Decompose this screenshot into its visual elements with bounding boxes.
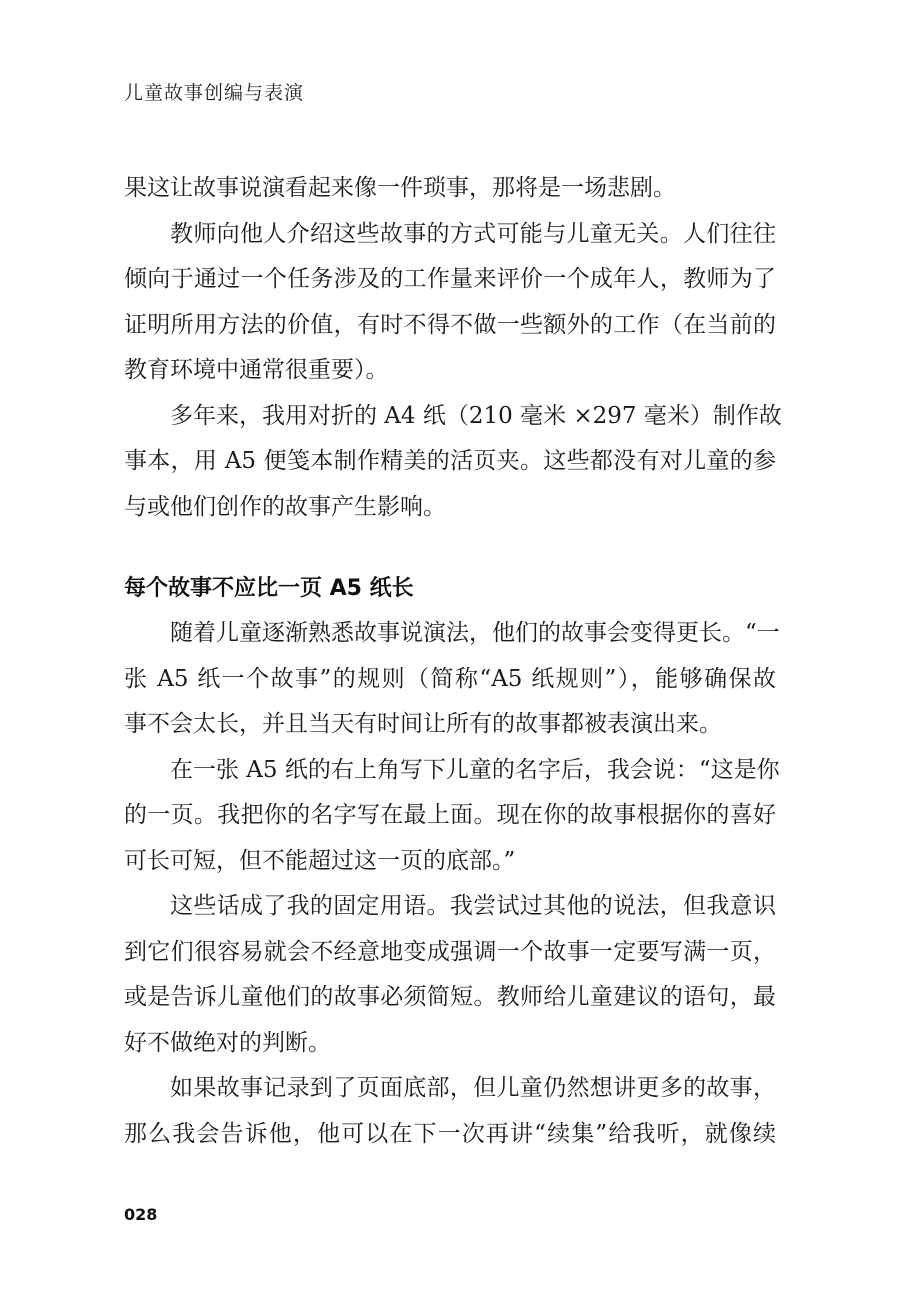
text-line: 张 A5 纸一个故事”的规则（简称“A5 纸规则”），能够确保故 (124, 665, 776, 692)
text-line: 果这让故事说演看起来像一件琐事，那将是一场悲剧。 (124, 175, 676, 201)
text-line: 证明所用方法的价值，有时不得不做一些额外的工作（在当前的 (124, 311, 776, 338)
text-line: 如果故事记录到了页面底部，但儿童仍然想讲更多的故事， (170, 1075, 776, 1101)
text-line: 教师向他人介绍这些故事的方式可能与儿童无关。人们往往 (170, 220, 776, 247)
text-line: 随着儿童逐渐熟悉故事说演法，他们的故事会变得更长。“一 (170, 620, 780, 646)
text-line: 那么我会告诉他，他可以在下一次再讲“续集”给我听，就像续 (124, 1120, 776, 1147)
text-line: 的一页。我把你的名字写在最上面。现在你的故事根据你的喜好 (124, 802, 776, 828)
page-number: 028 (124, 1205, 158, 1224)
text-line: 倾向于通过一个任务涉及的工作量来评价一个成年人，教师为了 (124, 266, 776, 292)
section-heading: 每个故事不应比一页 A5 纸长 (124, 576, 414, 601)
text-line: 事不会太长，并且当天有时间让所有的故事都被表演出来。 (124, 711, 722, 737)
text-line: 多年来，我用对折的 A4 纸（210 毫米 ×297 毫米）制作故 (170, 402, 782, 429)
text-line: 事本，用 A5 便笺本制作精美的活页夹。这些都没有对儿童的参 (124, 448, 776, 474)
text-line: 可长可短，但不能超过这一页的底部。” (124, 847, 516, 874)
text-line: 好不做绝对的判断。 (124, 1029, 331, 1056)
text-line: 教育环境中通常很重要）。 (124, 357, 389, 383)
text-line: 或是告诉儿童他们的故事必须简短。教师给儿童建议的语句，最 (124, 984, 776, 1010)
text-line: 在一张 A5 纸的右上角写下儿童的名字后，我会说：“这是你 (170, 756, 780, 783)
text-line: 这些话成了我的固定用语。我尝试过其他的说法，但我意识 (170, 893, 776, 919)
running-header: 儿童故事创编与表演 (124, 82, 305, 104)
text-line: 与或他们创作的故事产生影响。 (124, 493, 446, 520)
page-body (124, 166, 782, 1157)
text-line: 到它们很容易就会不经意地变成强调一个故事一定要写满一页， (124, 938, 776, 965)
